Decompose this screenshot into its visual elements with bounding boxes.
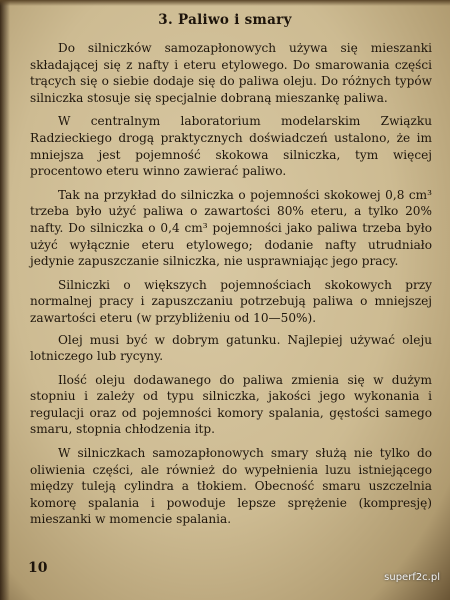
paragraph-lubricants: W silniczkach samozapłonowych smary służą nie tylko do oliwienia części, ale również do wypełnienia luzu istniejącego między tuleją cylindra a tłokiem. Obecność smaru uszczelnia komorę spalania i powoduje lepsze sprężenie (kompresję) mieszanki w momencie spalania. [30, 446, 432, 527]
paragraph-fuel-mixture: Do silniczków samozapłonowych używa się mieszanki składającej się z nafty i eteru etylowego. Do smarowania części trących się o siebie dodaje się do paliwa oleju. Do różnych typów silniczka stosuje się specjalnie dobraną mieszankę paliwa. [30, 41, 432, 105]
top-edge-shadow [0, 0, 450, 6]
page-number: 10 [28, 560, 48, 576]
watermark: superf2c.pl [384, 572, 440, 583]
section-heading: 3. Paliwo i smary [158, 12, 292, 28]
paragraph-oil-quality: Olej musi być w dobrym gatunku. Najlepiej używać oleju lotniczego lub rycyny. [30, 332, 432, 364]
paragraph-larger-engines: Silniczki o większych pojemnościach skokowych przy normalnej pracy i zapuszczaniu potrzebują paliwa o mniejszej zawartości eteru (w przybliżeniu od 10—50%). [30, 277, 432, 325]
paragraph-laboratory: W centralnym laboratorium modelarskim Związku Radzieckiego drogą praktycznych doświadczeń ustalono, że im mniejsza jest pojemność skokowa silniczka, tym więcej procentowo eteru winno zawierać paliwo. [30, 114, 432, 179]
binding-shadow [0, 0, 10, 600]
paragraph-example: Tak na przykład do silniczka o pojemności skokowej 0,8 cm³ trzeba było użyć paliwa o zawartości 80% eteru, a tylko 20% nafty. Do silniczka o 0,4 cm³ pojemności jako paliwa trzeba było użyć wyłącznie eteru etylowego; dodanie nafty utrudniało jedynie zapuszczanie silniczka, nie usprawniając jego pracy. [30, 187, 432, 269]
body-text [30, 40, 432, 535]
paragraph-oil-amount: Ilość oleju dodawanego do paliwa zmienia się w dużym stopniu i zależy od typu silniczka, jakości jego wykonania i regulacji oraz od pojemności komory spalania, gęstości samego smaru, stopnia chłodzenia itp. [30, 372, 432, 437]
